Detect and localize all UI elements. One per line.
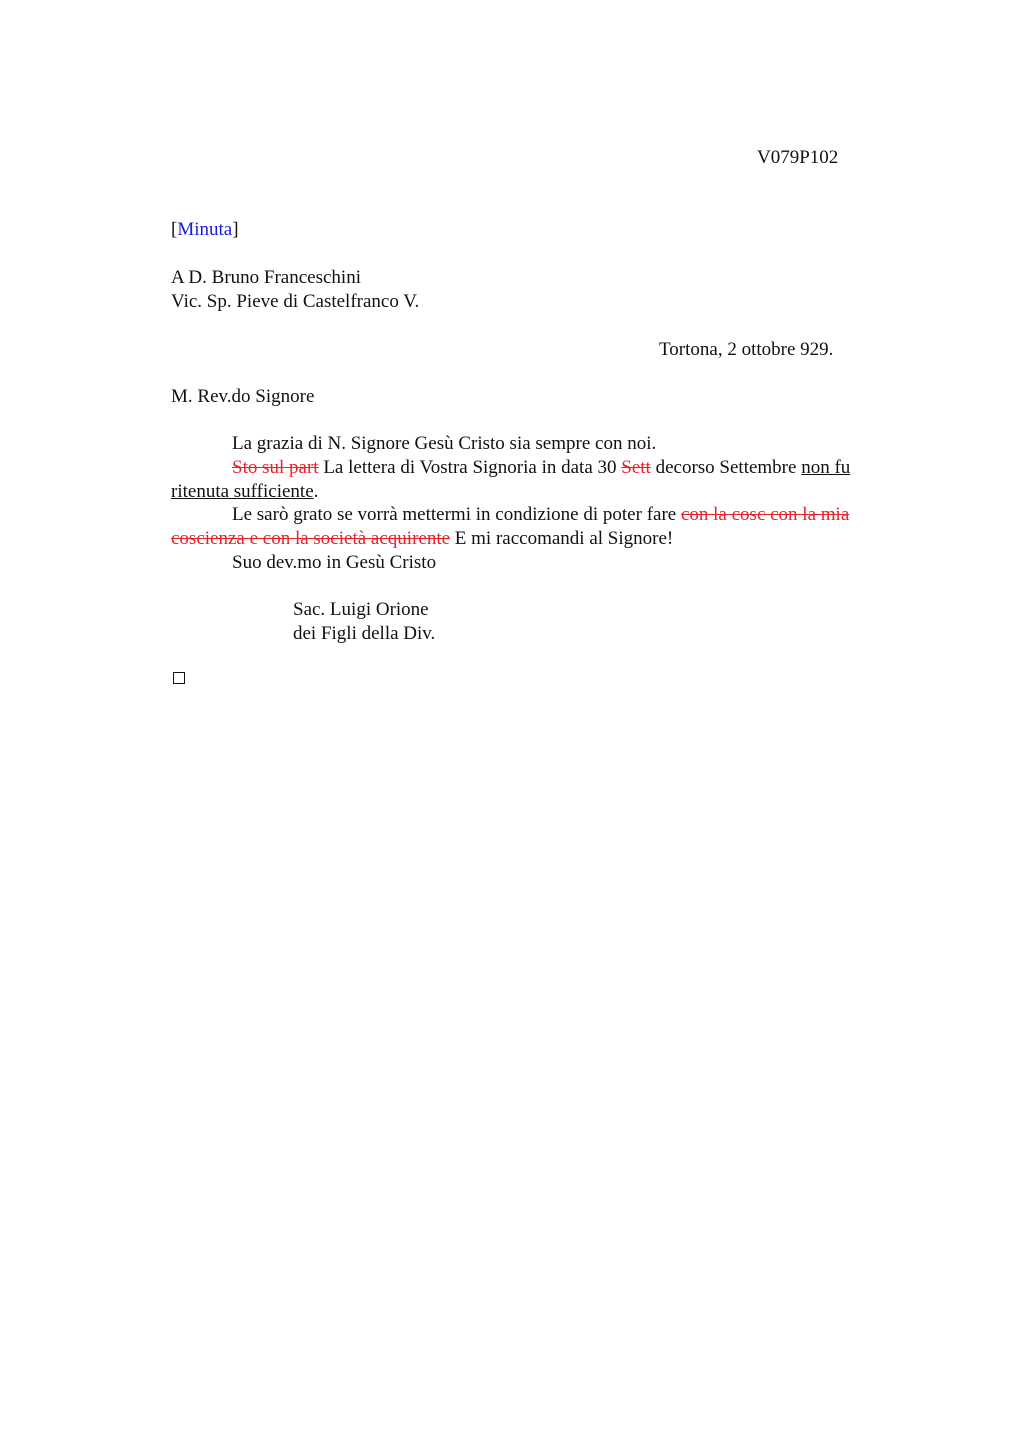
recipient-line-1: A D. Bruno Franceschini [171, 267, 361, 288]
body-text: Le sarò grato se vorrà mettermi in condizione di poter fare [232, 504, 681, 525]
paragraph-3-line-2 [171, 527, 673, 551]
deleted-text: coscienza e con la società acquirente [171, 528, 451, 549]
deleted-text: Sto sul part [232, 457, 319, 478]
paragraph-2-line-2 [171, 480, 318, 504]
body-text: La lettera di Vostra Signoria in data 30 [318, 457, 622, 478]
deleted-text: con la cosc con la mia [680, 504, 850, 525]
salutation: M. Rev.do Signore [171, 386, 315, 407]
underlined-text: non fu [801, 457, 851, 478]
recipient-line-2: Vic. Sp. Pieve di Castelfranco V. [171, 291, 420, 312]
date-place: Tortona, 2 ottobre 929. [659, 339, 834, 360]
underlined-text: ritenuta sufficiente [171, 481, 314, 502]
body-text: decorso Settembre [650, 457, 802, 478]
document-tag [171, 218, 239, 242]
body-text: . [313, 481, 319, 502]
document-id: V079P102 [757, 147, 839, 168]
deleted-text: Sett [621, 457, 651, 478]
closing-line: Suo dev.mo in Gesù Cristo [232, 552, 437, 573]
tag-label: Minuta [177, 219, 233, 240]
tag-open-bracket: [ [171, 219, 178, 240]
paragraph-2-line-1 [232, 456, 850, 480]
greeting-line: La grazia di N. Signore Gesù Cristo sia sempre con noi. [232, 433, 657, 454]
body-text: E mi raccomandi al Signore! [450, 528, 674, 549]
signature-line-2: dei Figli della Div. [293, 623, 436, 644]
tag-close-bracket: ] [232, 219, 239, 240]
square-icon [173, 672, 185, 684]
paragraph-3-line-1 [232, 503, 849, 527]
signature-line-1: Sac. Luigi Orione [293, 599, 429, 620]
